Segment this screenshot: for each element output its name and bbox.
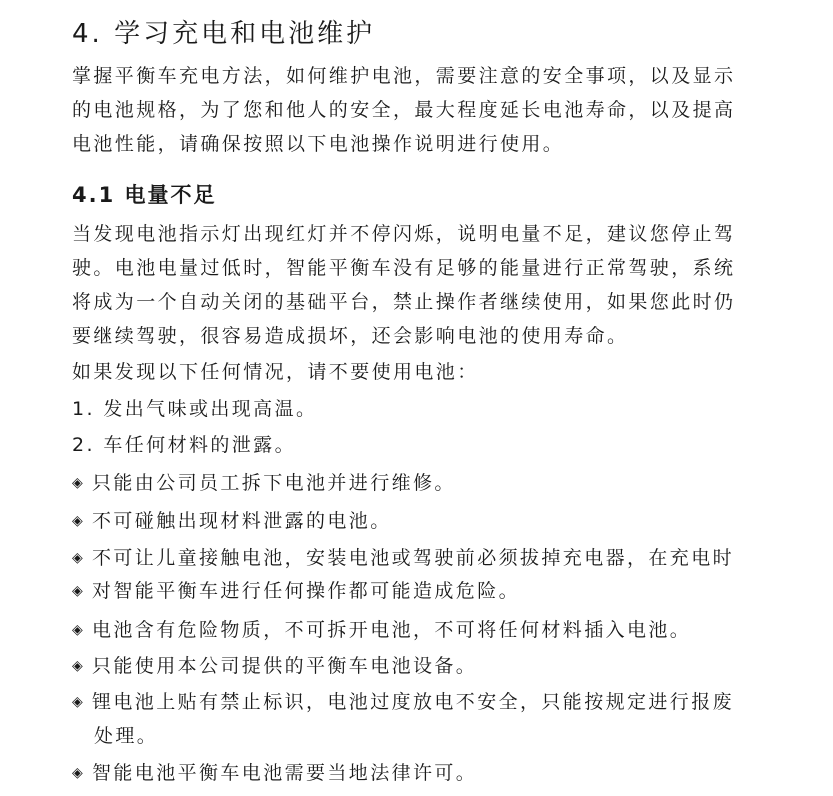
bullet-item — [72, 509, 392, 533]
bullet-item — [72, 690, 734, 714]
body-line: 驶。电池电量过低时，智能平衡车没有足够的能量进行正常驾驶，系统 — [72, 257, 736, 279]
diamond-bullet-icon: ◈ — [72, 658, 83, 674]
bullet-text: 智能电池平衡车电池需要当地法律许可。 — [92, 762, 478, 784]
bullet-text: 锂电池上贴有禁止标识，电池过度放电不安全，只能按规定进行报废 — [92, 691, 735, 713]
bullet-text: 只能由公司员工拆下电池并进行维修。 — [92, 472, 456, 494]
bullet-text: 不可碰触出现材料泄露的电池。 — [92, 510, 392, 532]
diamond-bullet-icon: ◈ — [72, 765, 83, 781]
diamond-bullet-icon: ◈ — [72, 694, 83, 710]
bullet-text: 电池含有危险物质，不可拆开电池，不可将任何材料插入电池。 — [92, 619, 692, 641]
bullet-item — [72, 761, 477, 785]
diamond-bullet-icon: ◈ — [72, 622, 83, 638]
bullet-item — [72, 471, 456, 495]
intro-line: 的电池规格，为了您和他人的安全，最大程度延长电池寿命，以及提高 — [72, 99, 736, 121]
bullet-item — [72, 618, 691, 642]
bullet-text: 对智能平衡车进行任何操作都可能造成危险。 — [92, 580, 521, 602]
intro-line: 掌握平衡车充电方法，如何维护电池，需要注意的安全事项，以及显示 — [72, 65, 736, 87]
condition-intro: 如果发现以下任何情况，请不要使用电池： — [72, 361, 479, 383]
bullet-continuation: 处理。 — [94, 725, 159, 747]
numbered-item: 1. 发出气味或出现高温。 — [72, 398, 318, 420]
numbered-item: 2. 车任何材料的泄露。 — [72, 434, 296, 456]
diamond-bullet-icon: ◈ — [72, 550, 83, 566]
bullet-item — [72, 654, 477, 678]
body-line: 将成为一个自动关闭的基础平台，禁止操作者继续使用，如果您此时仍 — [72, 291, 736, 313]
diamond-bullet-icon: ◈ — [72, 513, 83, 529]
body-line: 要继续驾驶，很容易造成损坏，还会影响电池的使用寿命。 — [72, 325, 629, 347]
bullet-item — [72, 579, 520, 603]
bullet-text: 只能使用本公司提供的平衡车电池设备。 — [92, 655, 478, 677]
bullet-text: 不可让儿童接触电池，安装电池或驾驶前必须拔掉充电器，在充电时 — [92, 547, 735, 569]
diamond-bullet-icon: ◈ — [72, 583, 83, 599]
bullet-item — [72, 546, 734, 570]
subsection-title: 4.1 电量不足 — [72, 183, 217, 207]
section-title: 4. 学习充电和电池维护 — [72, 19, 376, 49]
intro-line: 电池性能，请确保按照以下电池操作说明进行使用。 — [72, 133, 565, 155]
diamond-bullet-icon: ◈ — [72, 475, 83, 491]
body-line: 当发现电池指示灯出现红灯并不停闪烁，说明电量不足，建议您停止驾 — [72, 223, 736, 245]
